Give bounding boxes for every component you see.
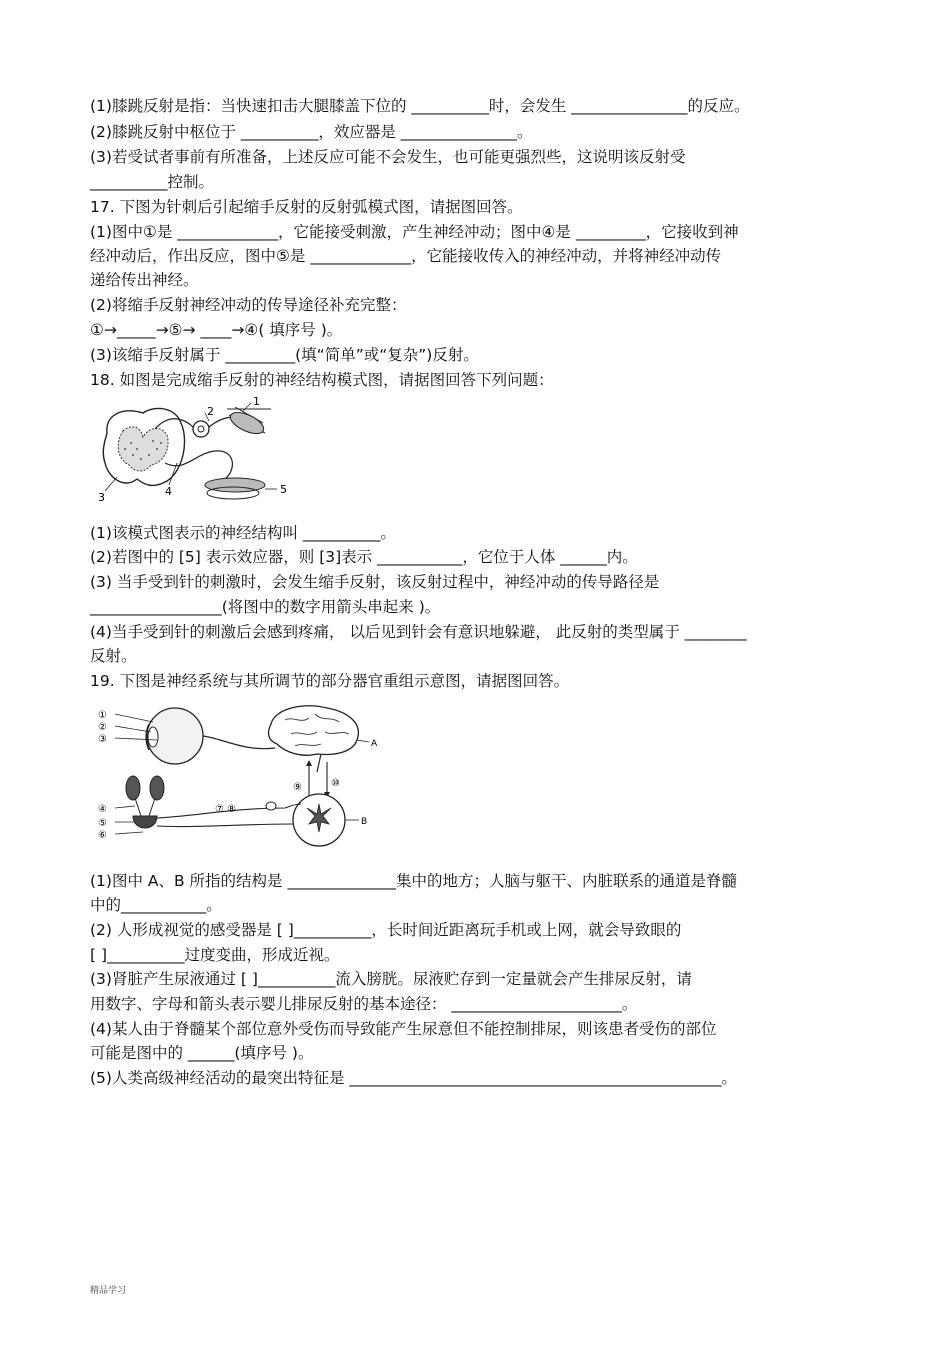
q19-part5-text: (5)人类高级神经活动的最突出特征是 ________________________________________________。: [90, 1069, 737, 1087]
q17-part2-text: (2)将缩手反射神经冲动的传导途径补充完整：: [90, 296, 407, 314]
fig19-label-7-8: ⑦ ⑧: [215, 804, 237, 815]
reflex-arc-diagram: [95, 393, 295, 505]
q18-part3-text-cont: _________________(将图中的数字用箭头串起来 )。: [90, 598, 441, 616]
q19-part2-text-cont: [ ]__________过度变曲，形成近视。: [90, 946, 340, 964]
q17-title: 17. 下图为针刺后引起缩手反射的反射弧模式图，请据图回答。: [90, 198, 523, 216]
q18-part4-text: (4)当手受到针的刺激后会感到疼痛， 以后见到针会有意识地躲避， 此反射的类型属于 ________: [90, 623, 747, 641]
q17-part3-text: (3)该缩手反射属于 _________(填“简单”或“复杂”)反射。: [90, 346, 479, 364]
q18-part4-text-cont: 反射。: [90, 647, 137, 665]
q19-part1-text: (1)图中 A、B 所指的结构是 ______________集中的地方；人脑与躯干、内脏联系的通道是脊髓: [90, 872, 737, 890]
fig18-label-4: 4: [165, 485, 172, 498]
q19-part1-text-cont: 中的___________。: [90, 896, 222, 914]
page-footer: 精品学习: [90, 1286, 127, 1296]
q16-part3-text-cont: __________控制。: [90, 173, 215, 191]
fig19-label-1: ①: [98, 710, 107, 721]
q16-part3-text: (3)若受试者事前有所准备，上述反应可能不会发生，也可能更强烈些，这说明该反射受: [90, 148, 686, 166]
fig19-label-4: ④: [98, 804, 107, 815]
q18-part2-text: (2)若图中的 [5] 表示效应器，则 [3]表示 ___________，它位于人体 ______内。: [90, 548, 638, 566]
q18-title: 18. 如图是完成缩手反射的神经结构模式图，请据图回答下列问题：: [90, 371, 554, 389]
q19-part3-text-cont: 用数字、字母和箭头表示婴儿排尿反射的基本途径： ______________________。: [90, 995, 638, 1013]
fig19-label-9: ⑨: [293, 782, 302, 793]
q17-part1-text: (1)图中①是 _____________，它能接受刺激，产生神经冲动；图中④是 _________，它接收到神: [90, 223, 739, 241]
fig19-label-5: ⑤: [98, 818, 107, 829]
fig19-label-b: B: [361, 817, 368, 827]
fig18-label-5: 5: [280, 483, 287, 496]
q17-part1-text-cont2: 递给传出神经。: [90, 271, 199, 289]
fig18-label-2: 2: [207, 405, 214, 418]
fig18-label-1: 1: [253, 395, 260, 408]
fig19-label-10: ⑩: [331, 778, 340, 789]
fig19-label-6: ⑥: [98, 830, 107, 841]
fig19-label-a: A: [371, 739, 378, 749]
fig19-label-2: ②: [98, 722, 107, 733]
q18-part1-text: (1)该模式图表示的神经结构叫 __________。: [90, 524, 396, 542]
q16-part2-text: (2)膝跳反射中枢位于 __________，效应器是 _______________。: [90, 123, 533, 141]
q17-part2-path: ①→_____→⑤→ ____→④( 填序号 )。: [90, 321, 343, 339]
fig19-label-3: ③: [98, 734, 107, 745]
nervous-system-diagram: [95, 700, 385, 852]
fig18-label-3: 3: [98, 491, 105, 504]
q18-part3-text: (3) 当手受到针的刺激时，会发生缩手反射，该反射过程中，神经冲动的传导路径是: [90, 573, 660, 591]
q19-part2-text: (2) 人形成视觉的感受器是 [ ]__________，长时间近距离玩手机或上网，就会导致眼的: [90, 921, 682, 939]
q19-part4-text-cont: 可能是图中的 ______(填序号 )。: [90, 1044, 314, 1062]
q16-part1-text: (1)膝跳反射是指：当快速扣击大腿膝盖下位的 __________时，会发生 _______________的反应。: [90, 97, 750, 115]
q19-part3-text: (3)肾脏产生尿液通过 [ ]__________流入膀胱。尿液贮存到一定量就会产生排尿反射，请: [90, 970, 692, 988]
q19-part4-text: (4)某人由于脊髓某个部位意外受伤而导致能产生尿意但不能控制排尿，则该患者受伤的部位: [90, 1020, 717, 1038]
q17-part1-text-cont1: 经冲动后，作出反应，图中⑤是 _____________，它能接收传入的神经冲动，并将神经冲动传: [90, 247, 722, 265]
q19-title: 19. 下图是神经系统与其所调节的部分器官重组示意图，请据图回答。: [90, 672, 570, 690]
